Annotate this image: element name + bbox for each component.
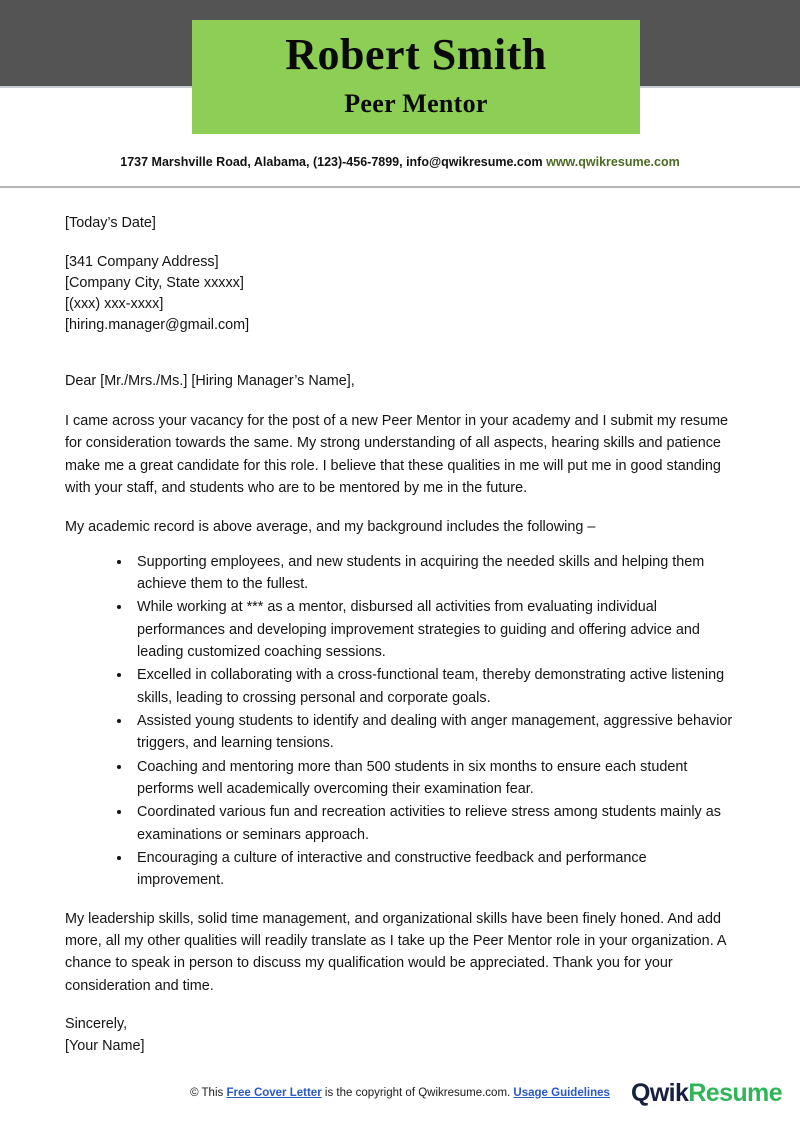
logo-text-qwik: Qwik	[630, 1079, 689, 1107]
salutation: Dear [Mr./Mrs./Ms.] [Hiring Manager’s Name],	[65, 372, 355, 389]
document-footer	[0, 1071, 800, 1131]
list-item: Excelled in collaborating with a cross-functional team, thereby demonstrating active listening skills, leading to crossing personal and corporate goals.	[117, 664, 737, 709]
applicant-job-title: Peer Mentor	[344, 89, 488, 118]
opening-paragraph: I came across your vacancy for the post of a new Peer Mentor in your academy and I submit my resume for consideration towards the same. My strong understanding of all aspects, hearing skills and patience make me a great candidate for this role. I believe that these qualities in me will put me in good standing with your staff, and students who are to be mentored by me in the future.	[65, 413, 729, 497]
date-line: [Today’s Date]	[65, 215, 156, 231]
header-divider-rule	[0, 186, 800, 188]
logo-text-resume: Resume	[688, 1079, 782, 1107]
sign-off: Sincerely,	[65, 1016, 128, 1033]
list-item: Assisted young students to identify and dealing with anger management, aggressive behavior triggers, and learning tensions.	[117, 710, 737, 755]
list-item: Coaching and mentoring more than 500 students in six months to ensure each student performs well academically overcoming their examination fear.	[117, 756, 737, 801]
list-item: Encouraging a culture of interactive and constructive feedback and performance improvement.	[117, 847, 737, 892]
copyright-prefix: © This	[190, 1087, 227, 1099]
list-item: Supporting employees, and new students in acquiring the needed skills and helping them achieve them to the fullest.	[117, 551, 737, 596]
recipient-address-line: [(xxx) xxx-xxxx]	[65, 296, 164, 313]
recipient-address-block	[65, 252, 737, 336]
list-item: While working at *** as a mentor, disbursed all activities from evaluating individual performances and developing improvement strategies to guiding and offering advice and leading customized coaching sessions.	[117, 596, 737, 663]
document-header	[0, 0, 800, 145]
qwikresume-logo[interactable]	[631, 1079, 782, 1108]
name-plate	[192, 20, 640, 134]
usage-guidelines-link[interactable]: Usage Guidelines	[513, 1087, 610, 1099]
contact-website[interactable]: www.qwikresume.com	[546, 155, 680, 169]
contact-line	[0, 155, 800, 169]
letter-body	[65, 212, 737, 1057]
applicant-name: Robert Smith	[285, 30, 547, 79]
recipient-address-line: [341 Company Address]	[65, 254, 219, 271]
list-item: Coordinated various fun and recreation activities to relieve stress among students mainly as examinations or seminars approach.	[117, 801, 737, 846]
signature-name: [Your Name]	[65, 1037, 145, 1054]
recipient-address-line: [hiring.manager@gmail.com]	[65, 316, 250, 333]
contact-details: 1737 Marshville Road, Alabama, (123)-456-7899, info@qwikresume.com	[120, 155, 543, 169]
free-cover-letter-link[interactable]: Free Cover Letter	[226, 1087, 322, 1099]
recipient-address-line: [Company City, State xxxxx]	[65, 275, 244, 292]
bullets-lead-in: My academic record is above average, and my background includes the following –	[65, 519, 596, 536]
copyright-middle: is the copyright of Qwikresume.com.	[321, 1087, 514, 1099]
qualifications-list	[65, 551, 737, 892]
closing-paragraph: My leadership skills, solid time management, and organizational skills have been finely honed. And add more, all my other qualities will readily translate as I take up the Peer Mentor role in your organization. A chance to speak in person to discuss my qualification would be appreciated. Thank you for your consideration and time.	[65, 910, 726, 994]
